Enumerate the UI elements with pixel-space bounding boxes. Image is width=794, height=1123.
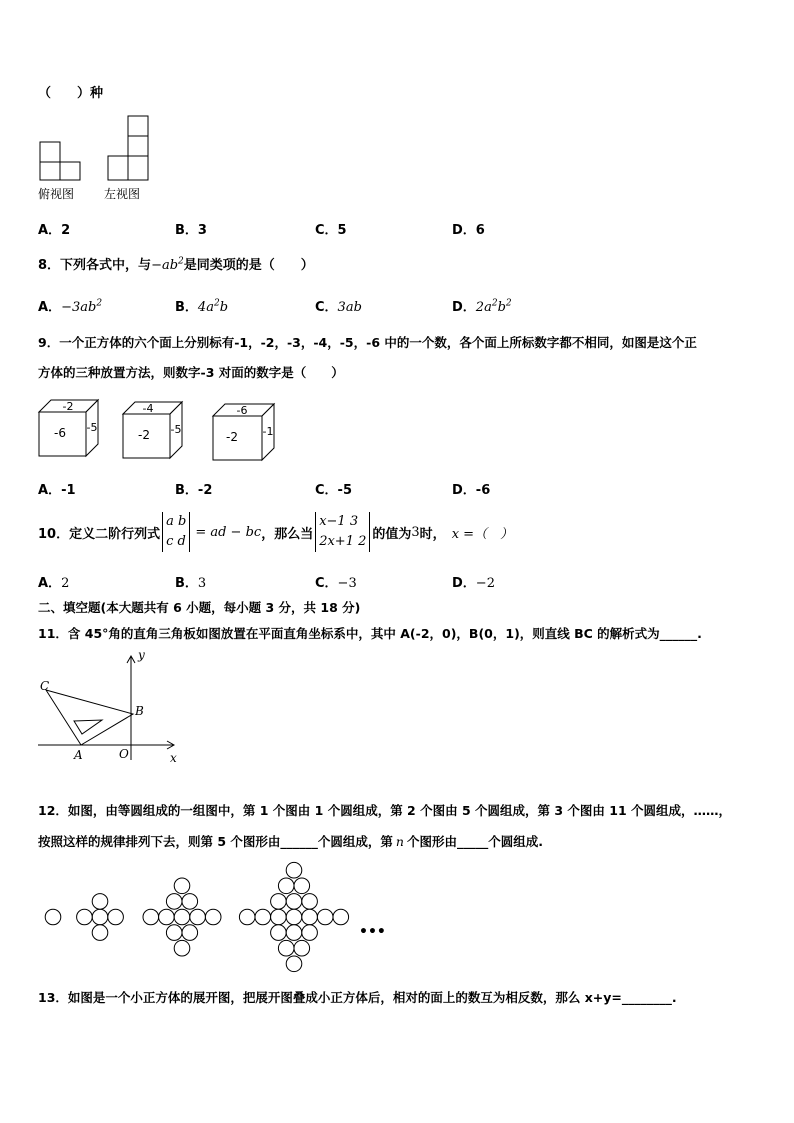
left-view-label: 左视图 bbox=[104, 187, 141, 201]
q9-stem-line1: 9．一个正方体的六个面上分别标有-1，-2，-3，-4，-5，-6 中的一个数，各个面上所标数字都不相同，如图是这个正 bbox=[38, 335, 697, 350]
q12-stem-line2: 按照这样的规律排列下去，则第 5 个图形由______个圆组成，第 n 个图形由_____个圆组成. bbox=[38, 834, 543, 849]
pattern-circle bbox=[166, 894, 182, 910]
label-c: C bbox=[40, 679, 50, 693]
q9-option-a[interactable]: A．-1 bbox=[38, 483, 76, 498]
label-y: y bbox=[138, 648, 145, 662]
pattern-circle bbox=[286, 909, 302, 925]
pattern-circle bbox=[92, 894, 108, 910]
pattern-circle bbox=[271, 909, 287, 925]
pattern-circle bbox=[174, 909, 190, 925]
q8-stem: 8．下列各式中，与$-ab^2$是同类项的是（ ） bbox=[38, 256, 314, 273]
q9-option-d[interactable]: D．-6 bbox=[452, 483, 491, 498]
q10-option-a[interactable]: A．2 bbox=[38, 576, 70, 591]
pattern-circle bbox=[174, 940, 190, 956]
cube-figure-2 bbox=[122, 400, 184, 460]
q10-stem: 10． 定义二阶行列式 a b c d = ad − bc ，那么当 x−1 3 2x+1 2 的值为 3 时， x =（ ） bbox=[38, 509, 513, 555]
cube2-front: -2 bbox=[138, 428, 150, 442]
section-heading: 二、填空题(本大题共有 6 小题，每小题 3 分，共 18 分) bbox=[38, 600, 361, 615]
q7-option-c[interactable]: C．5 bbox=[315, 223, 347, 238]
top-view-figure bbox=[38, 140, 82, 182]
pattern-circle bbox=[302, 909, 318, 925]
q7-option-b[interactable]: B．3 bbox=[175, 223, 207, 238]
left-view-figure bbox=[106, 114, 150, 182]
pattern-circle bbox=[286, 894, 302, 910]
q7-option-a[interactable]: A．2 bbox=[38, 223, 71, 238]
q10-option-d[interactable]: D．−2 bbox=[452, 576, 495, 591]
label-o: O bbox=[119, 747, 129, 761]
q7-option-d[interactable]: D．6 bbox=[452, 223, 485, 238]
pattern-circle bbox=[271, 925, 287, 941]
pattern-circle bbox=[302, 925, 318, 941]
pattern-circle bbox=[333, 909, 349, 925]
cube3-top: -6 bbox=[236, 404, 248, 417]
q12-circle-patterns bbox=[36, 860, 396, 972]
pattern-circle bbox=[286, 956, 302, 972]
pattern-circle bbox=[278, 940, 294, 956]
cube2-top: -4 bbox=[142, 402, 154, 415]
q9-option-b[interactable]: B．-2 bbox=[175, 483, 213, 498]
ellipsis: ••• bbox=[359, 924, 386, 940]
pattern-circle bbox=[143, 909, 159, 925]
top-view-label: 俯视图 bbox=[38, 187, 75, 201]
q8-option-b[interactable]: B．$4a^2b$ bbox=[175, 298, 229, 315]
pattern-circle bbox=[286, 862, 302, 878]
q11-coordinate-figure bbox=[36, 648, 186, 768]
q9-option-c[interactable]: C．-5 bbox=[315, 483, 352, 498]
cube1-front: -6 bbox=[54, 426, 66, 440]
q7-tail: （ ）种 bbox=[38, 86, 104, 101]
pattern-circle bbox=[182, 894, 198, 910]
label-x: x bbox=[170, 751, 177, 765]
q12-stem-line1: 12．如图，由等圆组成的一组图中，第 1 个图由 1 个圆组成，第 2 个图由 5 个圆组成，第 3 个图由 11 个圆组成，……， bbox=[38, 803, 732, 818]
pattern-circle bbox=[92, 925, 108, 941]
pattern-circle bbox=[239, 909, 255, 925]
cube2-right: -5 bbox=[170, 423, 182, 436]
q8-option-a[interactable]: A．$-3ab^2$ bbox=[38, 298, 103, 315]
cube3-right: -1 bbox=[262, 425, 274, 438]
pattern-circle bbox=[182, 925, 198, 941]
q11-stem: 11．含 45°角的直角三角板如图放置在平面直角坐标系中，其中 A(-2，0)，B(0，1)，则直线 BC 的解析式为______. bbox=[38, 626, 702, 641]
pattern-circle bbox=[190, 909, 206, 925]
cube-figure-1 bbox=[38, 398, 100, 458]
label-a: A bbox=[74, 748, 83, 762]
pattern-circle bbox=[166, 925, 182, 941]
pattern-circle bbox=[271, 894, 287, 910]
pattern-circle bbox=[278, 878, 294, 894]
pattern-circle bbox=[92, 909, 108, 925]
pattern-circle bbox=[159, 909, 175, 925]
q10-det1: a b c d bbox=[162, 512, 190, 552]
q13-stem: 13．如图是一个小正方体的展开图，把展开图叠成小正方体后，相对的面上的数互为相反数，那么 x+y=________. bbox=[38, 990, 677, 1005]
pattern-circle bbox=[45, 909, 61, 925]
cube-figure-3 bbox=[212, 402, 276, 462]
q8-option-c[interactable]: C．3ab bbox=[315, 300, 362, 315]
q8-option-d[interactable]: D．$2a^2b^2$ bbox=[452, 298, 512, 315]
pattern-circle bbox=[108, 909, 124, 925]
q10-det2: x−1 3 2x+1 2 bbox=[315, 512, 370, 552]
pattern-circle bbox=[294, 940, 310, 956]
q9-stem-line2: 方体的三种放置方法，则数字-3 对面的数字是（ ） bbox=[38, 365, 344, 380]
pattern-circle bbox=[77, 909, 93, 925]
cube1-right: -5 bbox=[86, 421, 98, 434]
pattern-circle bbox=[286, 925, 302, 941]
pattern-circle bbox=[174, 878, 190, 894]
cube3-front: -2 bbox=[226, 430, 238, 444]
pattern-circle bbox=[294, 878, 310, 894]
cube1-top: -2 bbox=[62, 400, 74, 413]
pattern-circle bbox=[205, 909, 221, 925]
pattern-circle bbox=[302, 894, 318, 910]
label-b: B bbox=[135, 704, 144, 718]
q10-option-c[interactable]: C．−3 bbox=[315, 576, 357, 591]
pattern-circle bbox=[317, 909, 333, 925]
q10-option-b[interactable]: B．3 bbox=[175, 576, 207, 591]
pattern-circle bbox=[255, 909, 271, 925]
